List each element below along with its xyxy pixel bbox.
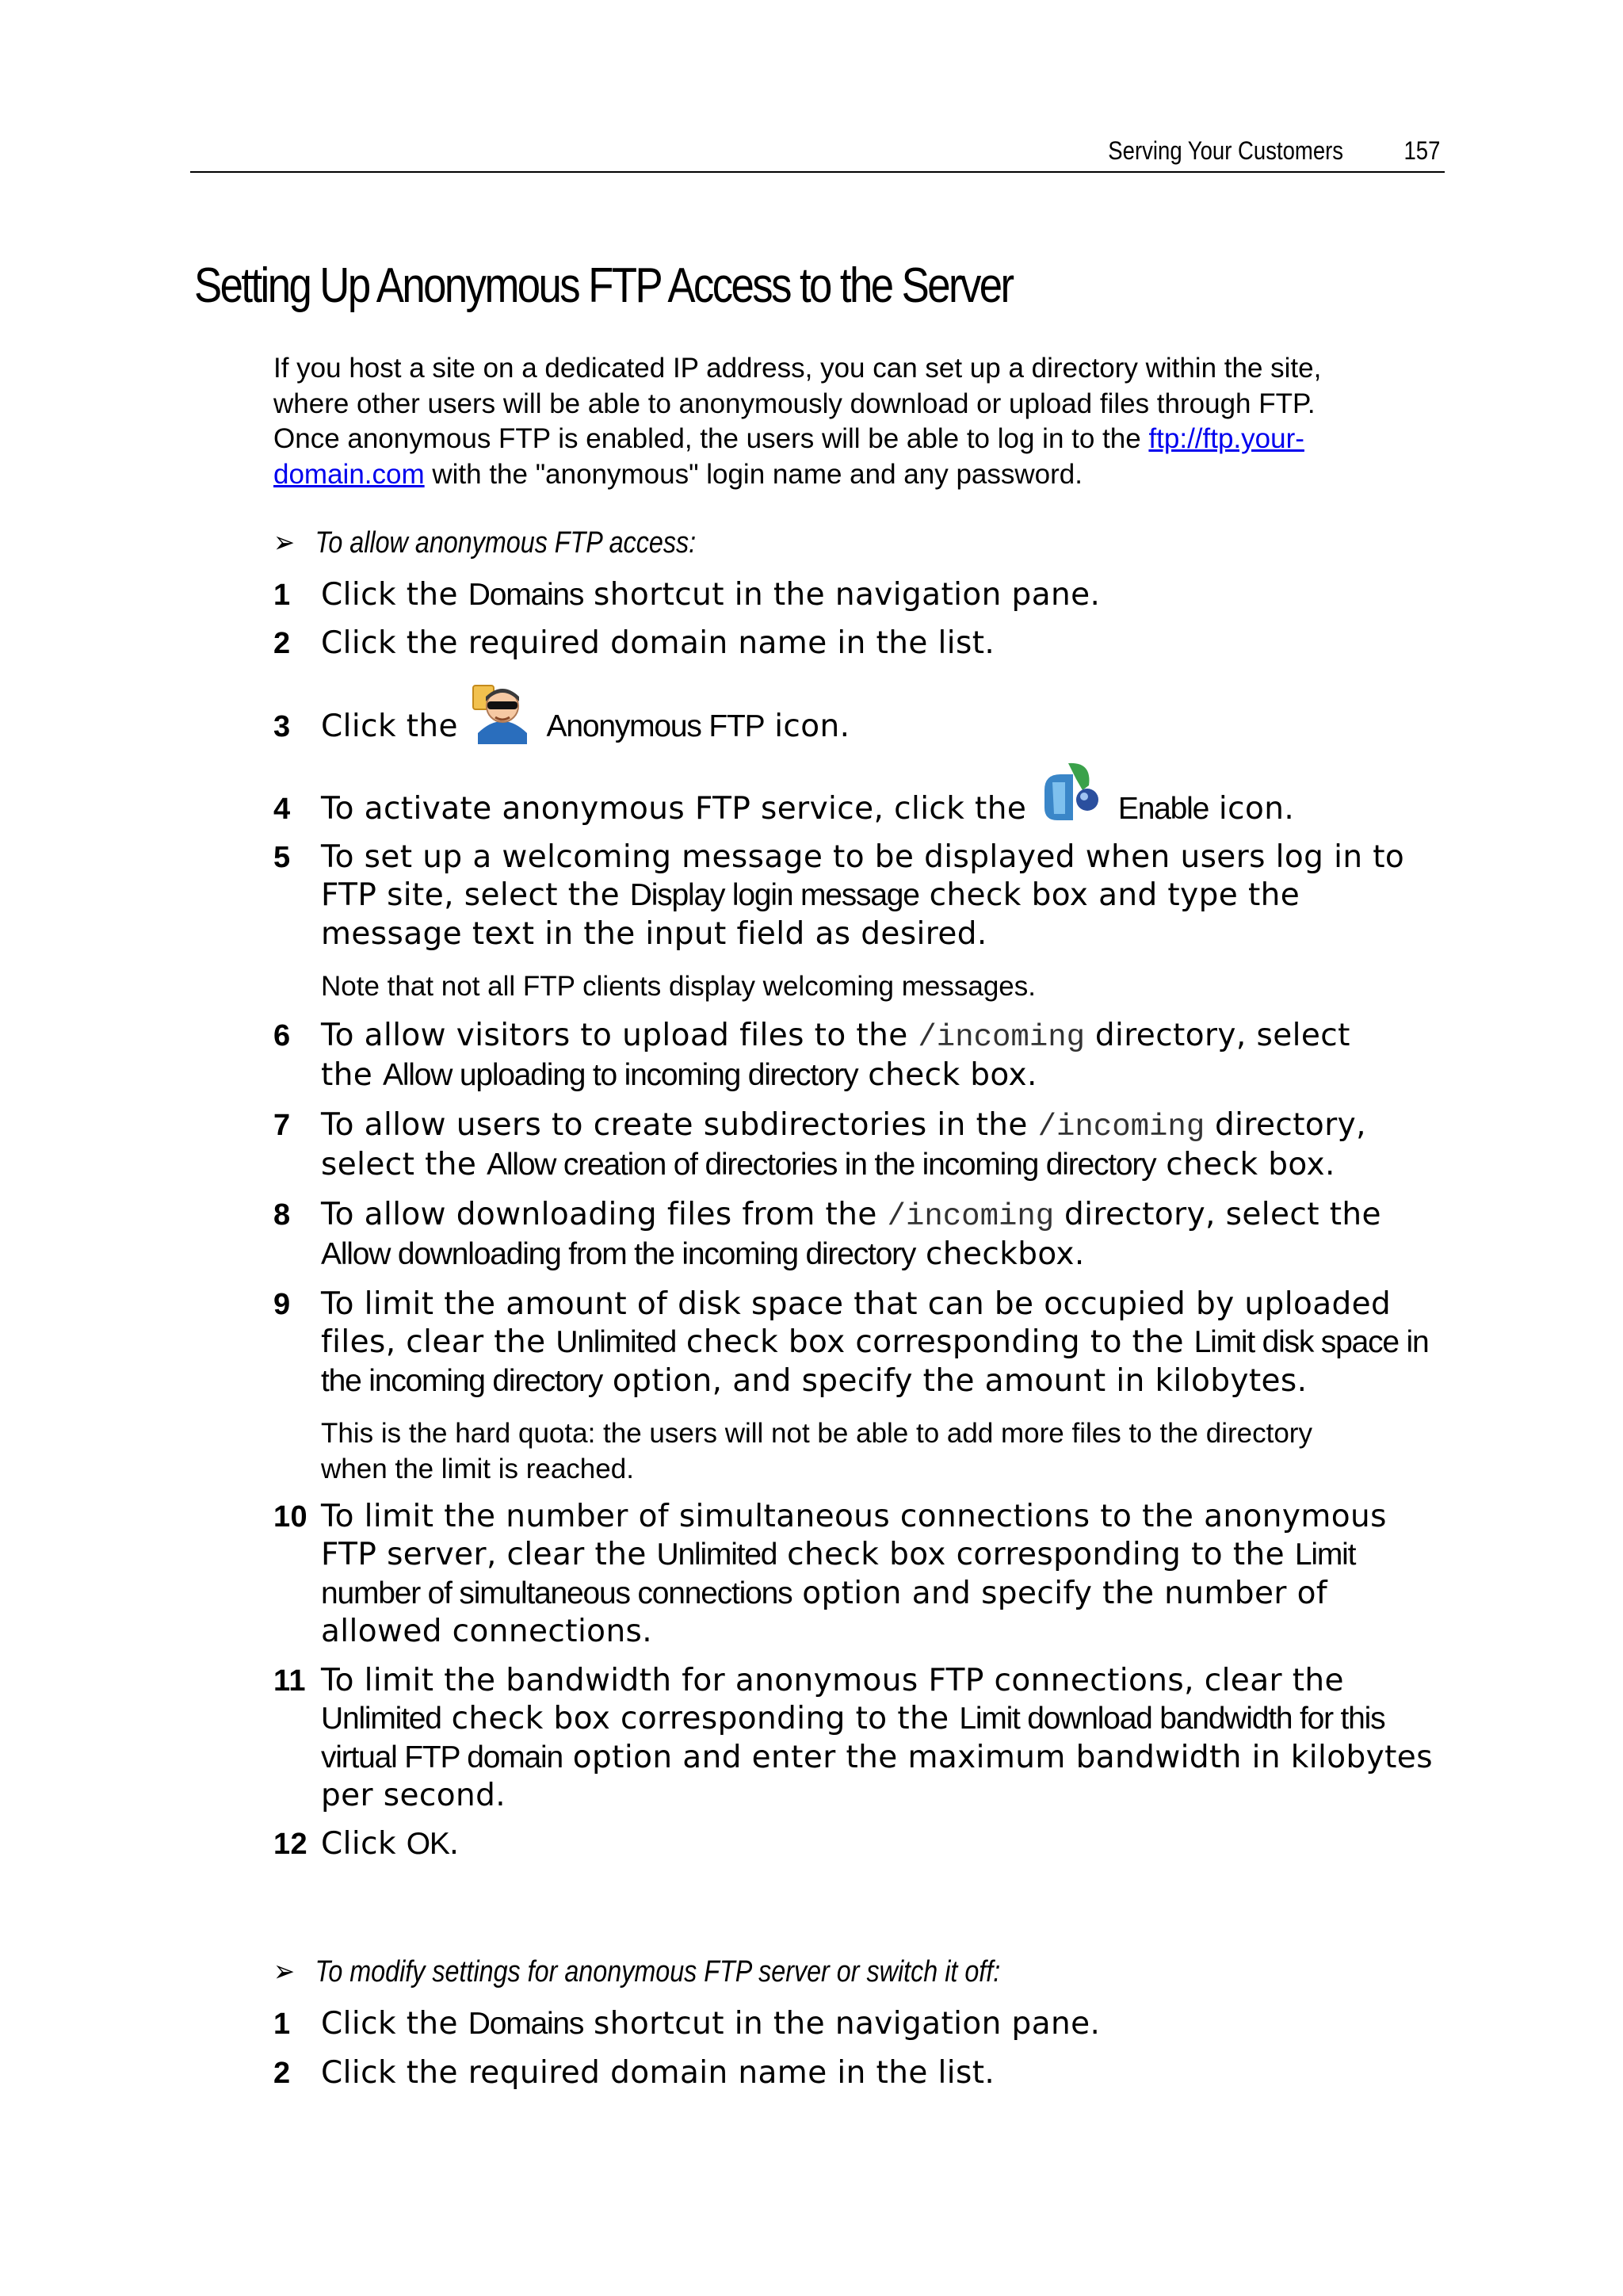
procedure-heading-allow: ➢ To allow anonymous FTP access: (273, 526, 697, 560)
ui-label-limit-bandwidth: Limit download bandwidth for this (959, 1702, 1385, 1736)
intro-line: Once anonymous FTP is enabled, the users will be able to log in to the ftp://ftp.your- (273, 423, 1304, 455)
code-path-incoming: /incoming (918, 1020, 1086, 1055)
step-number: 9 (273, 1288, 291, 1321)
intro-paragraph (273, 351, 1446, 493)
step-note: This is the hard quota: the users will not be able to add more files to the directory when the limit is reached. (321, 1418, 1312, 1484)
step-number: 8 (273, 1198, 291, 1232)
header-section-title: Serving Your Customers (1108, 136, 1343, 165)
arrow-bullet-icon: ➢ (273, 526, 296, 560)
ui-label-unlimited: Unlimited (556, 1325, 677, 1360)
ui-label-display-login-message: Display login message (629, 878, 919, 913)
ui-label-anonymous-ftp: Anonymous FTP (546, 709, 765, 743)
ui-label-limit-connections: Limit (1294, 1538, 1356, 1572)
ui-label-unlimited: Unlimited (321, 1702, 441, 1736)
ui-label-domains: Domains (468, 578, 584, 612)
anonymous-user-icon (468, 678, 537, 746)
ui-label-domains: Domains (468, 2007, 584, 2041)
step-note: Note that not all FTP clients display welcoming messages. (321, 971, 1036, 1002)
step-number: 2 (273, 627, 291, 660)
step-number: 1 (273, 579, 291, 612)
step-number: 7 (273, 1109, 291, 1142)
ui-label-limit-disk-space-continued: the incoming directory (321, 1363, 603, 1398)
ftp-link-continued[interactable]: domain.com (273, 459, 425, 491)
enable-icon (1037, 758, 1108, 827)
ui-label-allow-downloading: Allow downloading from the incoming directory (321, 1237, 916, 1272)
ui-label-unlimited: Unlimited (656, 1538, 777, 1572)
arrow-bullet-icon: ➢ (273, 1955, 296, 1988)
step-number: 12 (273, 1828, 308, 1861)
step-number: 10 (273, 1500, 308, 1534)
section-title: Setting Up Anonymous FTP Access to the Server (194, 258, 1013, 313)
intro-line: where other users will be able to anonymously download or upload files through FTP. (273, 388, 1316, 419)
step-number: 3 (273, 710, 291, 743)
ui-label-limit-connections-continued: number of simultaneous connections (321, 1576, 792, 1610)
code-path-incoming: /incoming (887, 1199, 1055, 1234)
step-number: 4 (273, 793, 291, 826)
running-header (190, 133, 1445, 173)
ui-label-allow-creation: Allow creation of directories in the incoming directory (487, 1148, 1156, 1182)
intro-line: If you host a site on a dedicated IP address, you can set up a directory within the site, (273, 353, 1322, 384)
step-number: 2 (273, 2057, 291, 2090)
code-path-incoming: /incoming (1037, 1110, 1205, 1144)
page-number: 157 (1403, 136, 1440, 165)
ui-label-limit-disk-space: Limit disk space in (1193, 1325, 1429, 1360)
step-number: 5 (273, 841, 291, 874)
ui-label-limit-bandwidth-continued: virtual FTP domain (321, 1740, 563, 1775)
ftp-link[interactable]: ftp://ftp.your- (1148, 423, 1304, 455)
intro-line: domain.com with the "anonymous" login name and any password. (273, 459, 1083, 491)
ui-label-enable: Enable (1117, 792, 1209, 826)
ui-label-ok: OK (406, 1827, 449, 1861)
procedure-heading-modify: ➢ To modify settings for anonymous FTP server or switch it off: (273, 1955, 1001, 1988)
step-number: 6 (273, 1019, 291, 1052)
ui-label-allow-uploading: Allow uploading to incoming directory (383, 1058, 858, 1093)
step-number: 11 (273, 1664, 306, 1698)
step-number: 1 (273, 2008, 291, 2041)
